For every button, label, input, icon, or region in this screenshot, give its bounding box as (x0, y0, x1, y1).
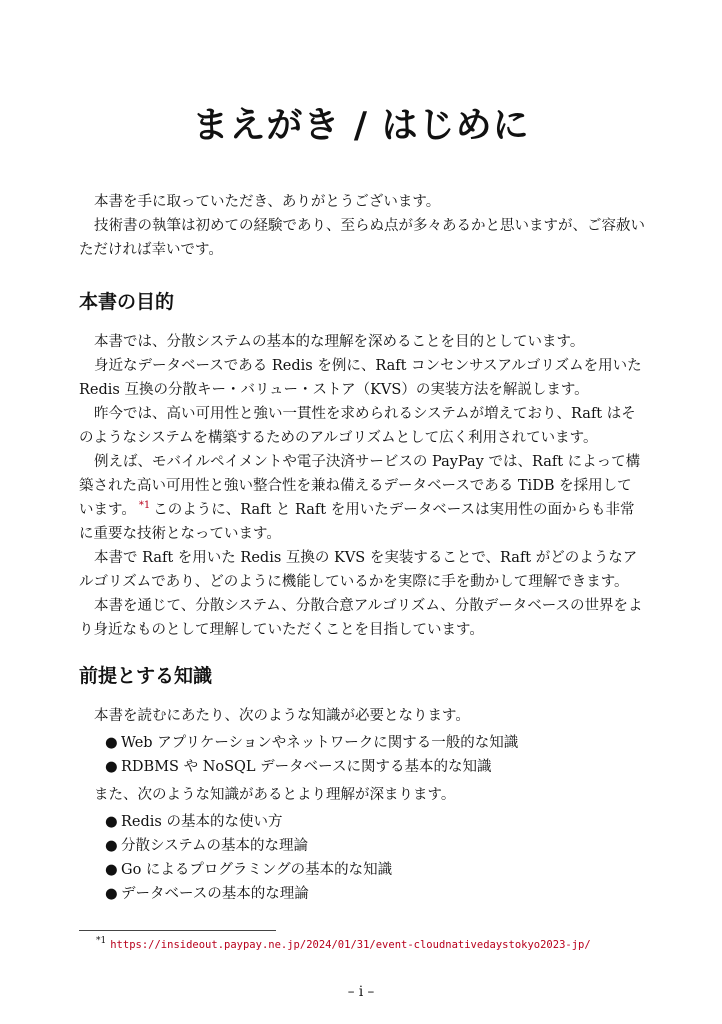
purpose-paragraph: 身近なデータベースである Redis を例に、Raft コンセンサスアルゴリズムを用いた Redis 互換の分散キー・バリュー・ストア（KVS）の実装方法を解説します。 (79, 358, 642, 398)
intro-paragraph: 本書を手に取っていただき、ありがとうございます。 (94, 194, 441, 210)
list-item: ● Redis の基本的な使い方 (105, 810, 645, 834)
purpose-section (79, 330, 645, 642)
purpose-paragraph: 本書で Raft を用いた Redis 互換の KVS を実装することで、Raft がどのようなアルゴリズムであり、どのように機能しているかを実際に手を動かして理解できます。 (79, 550, 638, 590)
paragraph-text: 例えば、モバイルペイメントや電子決済サービスの PayPay では、Raft によって構築された高い可用性と強い整合性を兼ね備えるデータベースである TiDB を採用しています。 (79, 454, 641, 518)
purpose-paragraph: 本書を通じて、分散システム、分散合意アルゴリズム、分散データベースの世界をより身近なものとして理解していただくことを目指しています。 (79, 598, 643, 638)
intro-section (79, 190, 645, 262)
list-item: ● データベースの基本的な理論 (105, 882, 645, 906)
footnote (96, 934, 591, 955)
list-item: ● 分散システムの基本的な理論 (105, 834, 645, 858)
bullet-icon: ● (105, 862, 118, 878)
bullet-icon: ● (105, 838, 118, 854)
chapter-title: まえがき / はじめに (192, 105, 530, 146)
footnote-divider (79, 930, 276, 931)
prerequisites-lead-2: また、次のような知識があるとより理解が深まります。 (94, 787, 456, 803)
bullet-icon: ● (105, 759, 118, 775)
purpose-paragraph (79, 450, 645, 546)
required-knowledge-list (79, 731, 645, 779)
list-item: ● Web アプリケーションやネットワークに関する一般的な知識 (105, 731, 645, 755)
list-item: ● RDBMS や NoSQL データベースに関する基本的な知識 (105, 755, 645, 779)
prerequisites-lead: 本書を読むにあたり、次のような知識が必要となります。 (94, 708, 470, 724)
bullet-icon: ● (105, 735, 118, 751)
list-item: ● Go によるプログラミングの基本的な知識 (105, 858, 645, 882)
footnote-url-link[interactable]: https://insideout.paypay.ne.jp/2024/01/31/event-cloudnativedaystokyo2023-jp/ (110, 939, 591, 951)
footnote-reference-link[interactable]: *1 (138, 500, 151, 512)
section-heading-prerequisites: 前提とする知識 (79, 665, 213, 687)
purpose-paragraph: 本書では、分散システムの基本的な理解を深めることを目的としています。 (94, 334, 585, 350)
paragraph-text: このように、Raft と Raft を用いたデータベースは実用性の面からも非常に重要な技術となっています。 (79, 502, 635, 542)
bullet-icon: ● (105, 886, 118, 902)
footnote-mark: *1 (96, 936, 107, 947)
intro-paragraph: 技術書の執筆は初めての経験であり、至らぬ点が多々あるかと思いますが、ご容赦いただければ幸いです。 (79, 218, 645, 258)
purpose-paragraph: 昨今では、高い可用性と強い一貫性を求められるシステムが増えており、Raft はそのようなシステムを構築するためのアルゴリズムとして広く利用されています。 (79, 406, 636, 446)
page-number: – i – (347, 984, 375, 1000)
optional-knowledge-list (79, 810, 645, 906)
section-heading-purpose: 本書の目的 (79, 291, 175, 313)
prerequisites-section (79, 704, 645, 910)
bullet-icon: ● (105, 814, 118, 830)
